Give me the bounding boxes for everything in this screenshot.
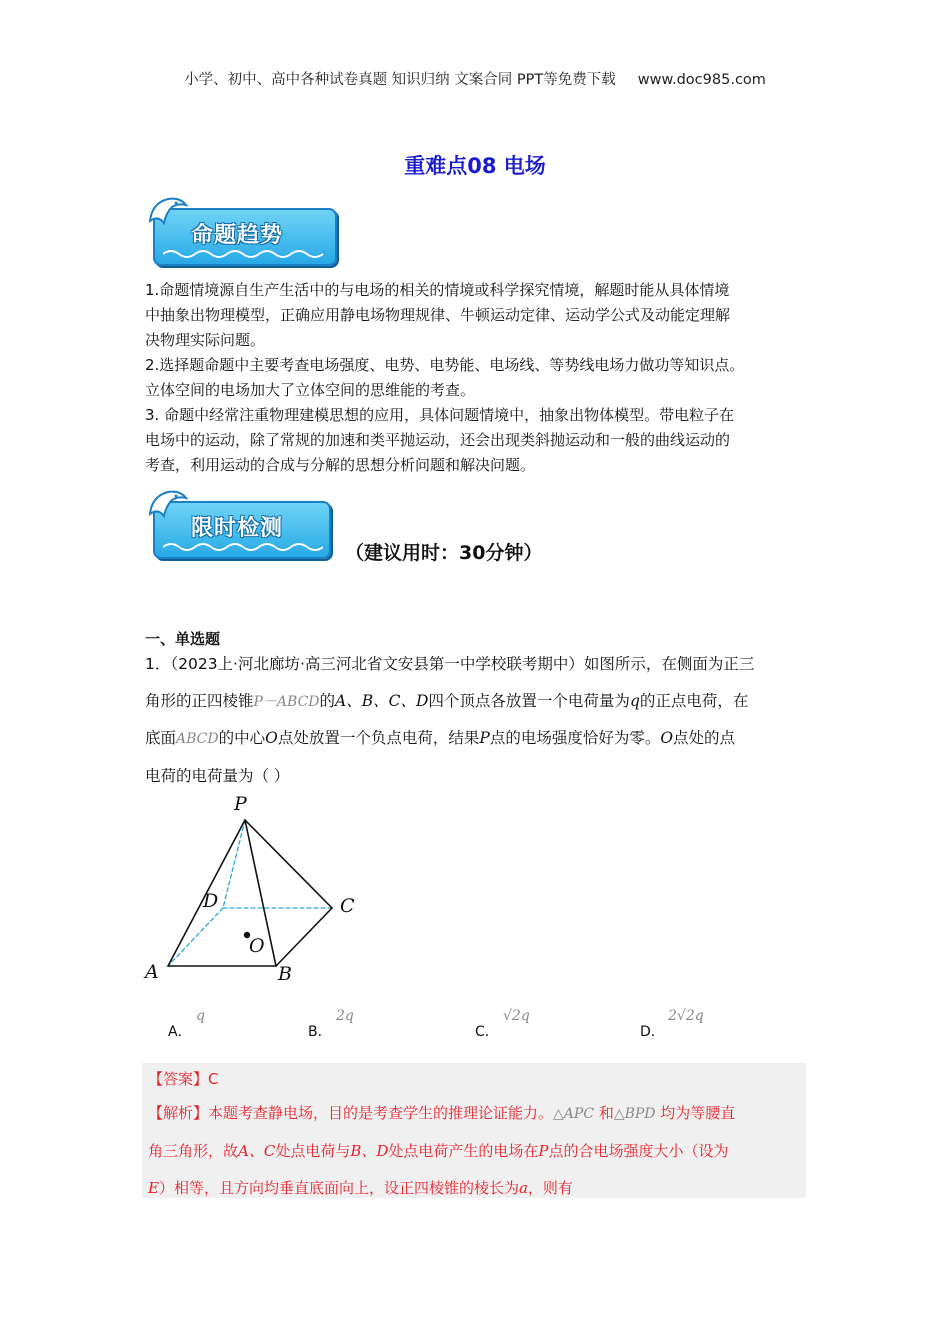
header-text: 小学、初中、高中各种试卷真题 知识归纳 文案合同 PPT等免费下载	[184, 72, 616, 88]
analysis-text: ，则有	[527, 1179, 573, 1197]
question-line: 电荷的电荷量为（ ）	[145, 767, 290, 785]
wave-decoration-icon	[163, 541, 323, 553]
question-text: 点处放置一个负点电荷，结果	[277, 729, 480, 747]
analysis-line	[148, 1177, 573, 1198]
analysis-text: 角三角形，故	[148, 1142, 239, 1160]
point-symbols: B、D	[350, 1142, 389, 1160]
option-c-value: √2q	[503, 1008, 530, 1024]
answer-tag: 【答案】	[148, 1070, 209, 1088]
wave-decoration-icon	[163, 248, 328, 260]
dolphin-icon	[146, 193, 190, 229]
triangle-bpd: △BPD	[613, 1106, 656, 1122]
base-name: ABCD	[176, 731, 219, 747]
analysis-line	[148, 1140, 729, 1161]
answer-line	[148, 1068, 219, 1089]
question-text: 底面	[145, 729, 177, 747]
header-url[interactable]: www.doc985.com	[637, 72, 766, 88]
page-title: 重难点08 电场	[404, 154, 546, 178]
option-label: D．	[640, 1024, 665, 1040]
edge-PC	[245, 820, 332, 908]
analysis-tag: 【解析】	[148, 1104, 209, 1122]
option-d[interactable]	[640, 1021, 665, 1041]
analysis-text: 处点电荷产生的电场在	[388, 1142, 539, 1160]
point-symbol: O	[265, 729, 278, 747]
point-symbol: P	[538, 1142, 549, 1160]
trend-line: 3. 命题中经常注重物理建模思想的应用，具体问题情境中，抽象出物体模型。带电粒子在	[145, 406, 735, 424]
option-label: A．	[168, 1024, 192, 1040]
trend-banner-label: 命题趋势	[191, 223, 284, 248]
point-symbols: A、C	[238, 1142, 276, 1160]
test-banner-label: 限时检测	[191, 516, 284, 541]
vertex-names: A、B、C、D	[335, 692, 429, 710]
dolphin-icon	[146, 486, 190, 522]
suggested-time: （建议用时：30分钟）	[345, 542, 543, 564]
field-symbol: E	[148, 1179, 159, 1197]
question-text: 点处的点	[673, 729, 736, 747]
pyramid-name: P－ABCD	[253, 694, 320, 710]
option-a-value: q	[196, 1008, 205, 1024]
question-text: 四个顶点各放置一个电荷量为	[428, 692, 630, 710]
question-text: 的正点电荷，在	[639, 692, 749, 710]
option-a[interactable]	[168, 1021, 192, 1041]
label-D: D	[203, 890, 219, 912]
question-line: 1．（2023上·河北廊坊·高三河北省文安县第一中学校联考期中）如图所示，在侧面为正三	[145, 655, 755, 673]
option-b[interactable]	[308, 1021, 332, 1041]
pyramid-figure	[140, 790, 380, 990]
option-b-value: 2q	[336, 1008, 354, 1024]
edge-DA	[168, 908, 223, 966]
analysis-line	[148, 1102, 735, 1123]
question-text: 的	[319, 692, 336, 710]
label-A: A	[145, 961, 159, 983]
answer-value: C	[208, 1070, 219, 1088]
option-c[interactable]	[475, 1021, 499, 1041]
analysis-text: ）相等，且方向均垂直底面向上，设正四棱锥的棱长为	[158, 1179, 519, 1197]
edge-PD	[223, 820, 245, 908]
question-line	[145, 689, 748, 711]
analysis-text: 处点电荷与	[275, 1142, 351, 1160]
page-header	[0, 68, 950, 89]
trend-line: 考查，利用运动的合成与分解的思想分析问题和解决问题。	[145, 456, 536, 474]
question-text: 的中心	[218, 729, 266, 747]
question-text: 角形的正四棱锥	[145, 692, 254, 710]
question-text: 点的电场强度恰好为零。	[489, 729, 661, 747]
question-line	[145, 726, 735, 748]
label-B: B	[278, 963, 292, 985]
analysis-text: 点的合电场强度大小（设为	[548, 1142, 729, 1160]
point-symbol: O	[660, 729, 674, 747]
edge-length-symbol: a	[518, 1179, 528, 1197]
triangle-apc: △APC	[553, 1106, 595, 1122]
point-symbol: P	[479, 729, 490, 747]
label-P: P	[234, 793, 247, 815]
charge-symbol: q	[629, 692, 640, 710]
analysis-text: 均为等腰直	[655, 1104, 736, 1122]
trend-line: 中抽象出物理模型，正确应用静电场物理规律、牛顿运动定律、运动学公式及动能定理解	[145, 306, 731, 324]
analysis-text: 本题考查静电场，目的是考查学生的推理论证能力。	[208, 1104, 554, 1122]
label-C: C	[340, 895, 355, 917]
option-d-value: 2√2q	[668, 1008, 704, 1024]
trend-paragraphs	[145, 278, 825, 478]
option-label: B．	[308, 1024, 332, 1040]
edge-BC	[276, 908, 332, 966]
trend-line: 立体空间的电场加大了立体空间的思维能的考查。	[145, 381, 476, 399]
trend-line: 电场中的运动，除了常规的加速和类平抛运动，还会出现类斜抛运动和一般的曲线运动的	[145, 431, 731, 449]
trend-line: 决物理实际问题。	[145, 331, 266, 349]
label-O: O	[249, 935, 265, 957]
section-heading: 一、单选题	[145, 630, 221, 648]
option-label: C．	[475, 1024, 499, 1040]
trend-line: 1.命题情境源自生产生活中的与电场的相关的情境或科学探究情境，解题时能从具体情境	[145, 281, 730, 299]
analysis-text: 和	[594, 1104, 614, 1122]
trend-line: 2.选择题命题中主要考查电场强度、电势、电势能、电场线、等势线电场力做功等知识点。	[145, 356, 745, 374]
